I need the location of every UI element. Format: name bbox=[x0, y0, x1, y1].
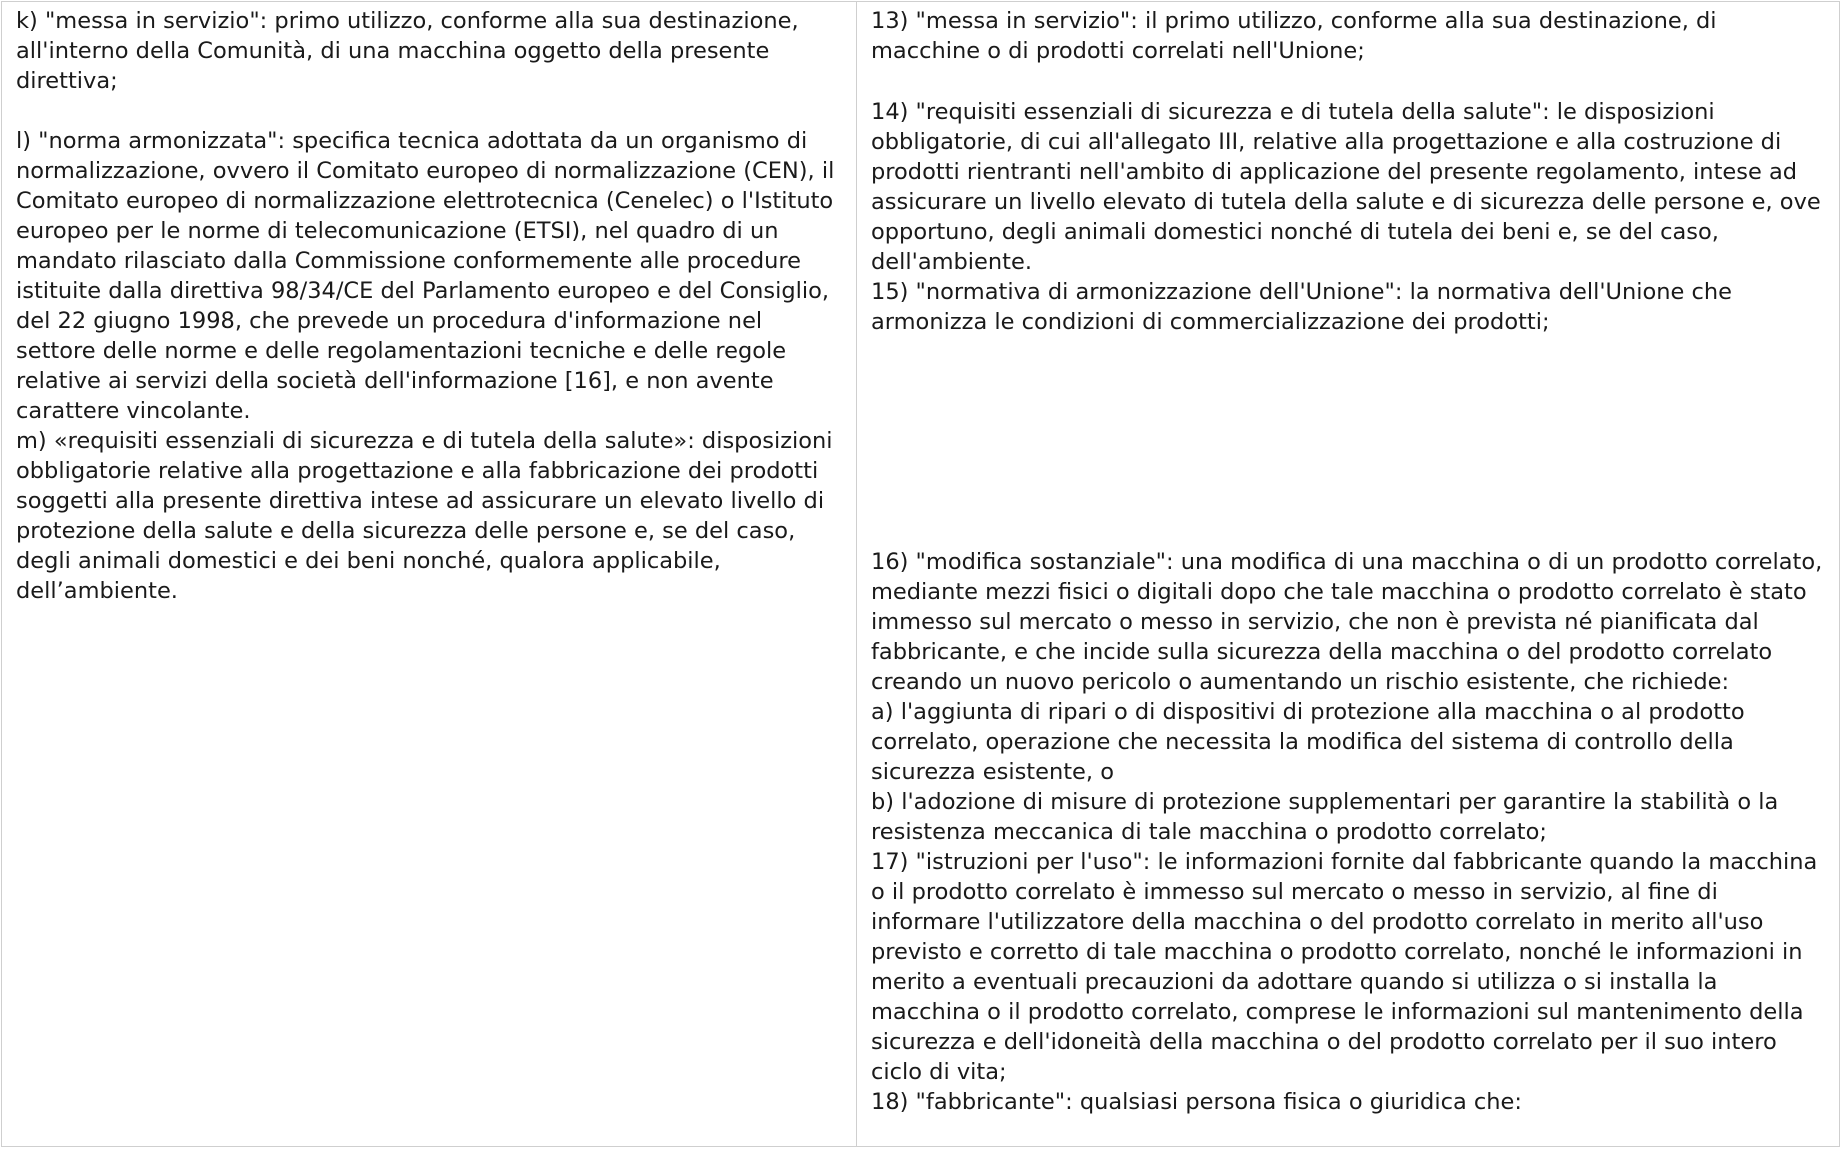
left-paragraph-l: l) "norma armonizzata": specifica tecnica adottata da un organismo di normalizzazione, ovvero il Comitato europeo di normalizzazione (CEN), il Comitato europeo di normalizzazione elettrotecnica (Cenelec) o l'Istituto europeo per le norme di telecomunicazione (ETSI), nel quadro di un mandato rilasciato dalla Commissione conformemente alle procedure istituite dalla direttiva 98/34/CE del Parlamento europeo e del Consiglio, del 22 giugno 1998, che prevede un procedura d'informazione nel settore delle norme e delle regolamentazioni tecniche e delle regole relative ai servizi della società dell'informazione [16], e non avente carattere vincolante. bbox=[16, 128, 842, 424]
right-paragraph-13: 13) "messa in servizio": il primo utilizzo, conforme alla sua destinazione, di macchine o di prodotti correlati nell'Unione; bbox=[871, 8, 1724, 64]
right-paragraph-14: 14) "requisiti essenziali di sicurezza e di tutela della salute": le disposizioni obbligatorie, di cui all'allegato III, relative alla progettazione e alla costruzione di prodotti rientranti nell'ambito di applicazione del presente regolamento, intese ad assicurare un livello elevato di tutela della salute e di sicurezza delle persone e, ove opportuno, degli animali domestici nonché di tutela dei beni e, se del caso, dell'ambiente. bbox=[871, 99, 1828, 275]
left-paragraph-k: k) "messa in servizio": primo utilizzo, conforme alla sua destinazione, all'interno della Comunità, di una macchina oggetto della presente direttiva; bbox=[16, 8, 806, 94]
spacer bbox=[871, 337, 1825, 547]
comparison-table bbox=[1, 1, 1840, 1147]
spacer bbox=[871, 66, 1825, 97]
right-paragraph-18: 18) "fabbricante": qualsiasi persona fisica o giuridica che: bbox=[871, 1089, 1522, 1115]
left-column-cell bbox=[2, 2, 857, 1147]
spacer bbox=[16, 96, 842, 126]
right-paragraph-16: 16) "modifica sostanziale": una modifica di una macchina o di un prodotto correlato, mediante mezzi fisici o digitali dopo che tale macchina o prodotto correlato è stato immesso sul mercato o messo in servizio, che non è prevista né pianificata dal fabbricante, e che incide sulla sicurezza della macchina o del prodotto correlato creando un nuovo pericolo o aumentando un rischio esistente, che richiede: bbox=[871, 549, 1830, 695]
right-paragraph-16b: b) l'adozione di misure di protezione supplementari per garantire la stabilità o la resistenza meccanica di tale macchina o prodotto correlato; bbox=[871, 789, 1786, 845]
right-column-cell bbox=[857, 2, 1840, 1147]
right-paragraph-16a: a) l'aggiunta di ripari o di dispositivi di protezione alla macchina o al prodotto correlato, operazione che necessita la modifica del sistema di controllo della sicurezza esistente, o bbox=[871, 699, 1752, 785]
right-paragraph-17: 17) "istruzioni per l'uso": le informazioni fornite dal fabbricante quando la macchina o il prodotto correlato è immesso sul mercato o messo in servizio, al fine di informare l'utilizzatore della macchina o del prodotto correlato in merito all'uso previsto e corretto di tale macchina o prodotto correlato, nonché le informazioni in merito a eventuali precauzioni da adottare quando si utilizza o si installa la macchina o il prodotto correlato, comprese le informazioni sul mantenimento della sicurezza e dell'idoneità della macchina o del prodotto correlato per il suo intero ciclo di vita; bbox=[871, 849, 1825, 1085]
left-paragraph-m: m) «requisiti essenziali di sicurezza e di tutela della salute»: disposizioni obbligatorie relative alla progettazione e alla fabbricazione dei prodotti soggetti alla presente direttiva intese ad assicurare un elevato livello di protezione della salute e della sicurezza delle persone e, se del caso, degli animali domestici e dei beni nonché, qualora applicabile, dell’ambiente. bbox=[16, 428, 840, 604]
right-paragraph-15: 15) "normativa di armonizzazione dell'Unione": la normativa dell'Unione che armonizza le condizioni di commercializzazione dei prodotti; bbox=[871, 279, 1740, 335]
table-row bbox=[2, 2, 1840, 1147]
